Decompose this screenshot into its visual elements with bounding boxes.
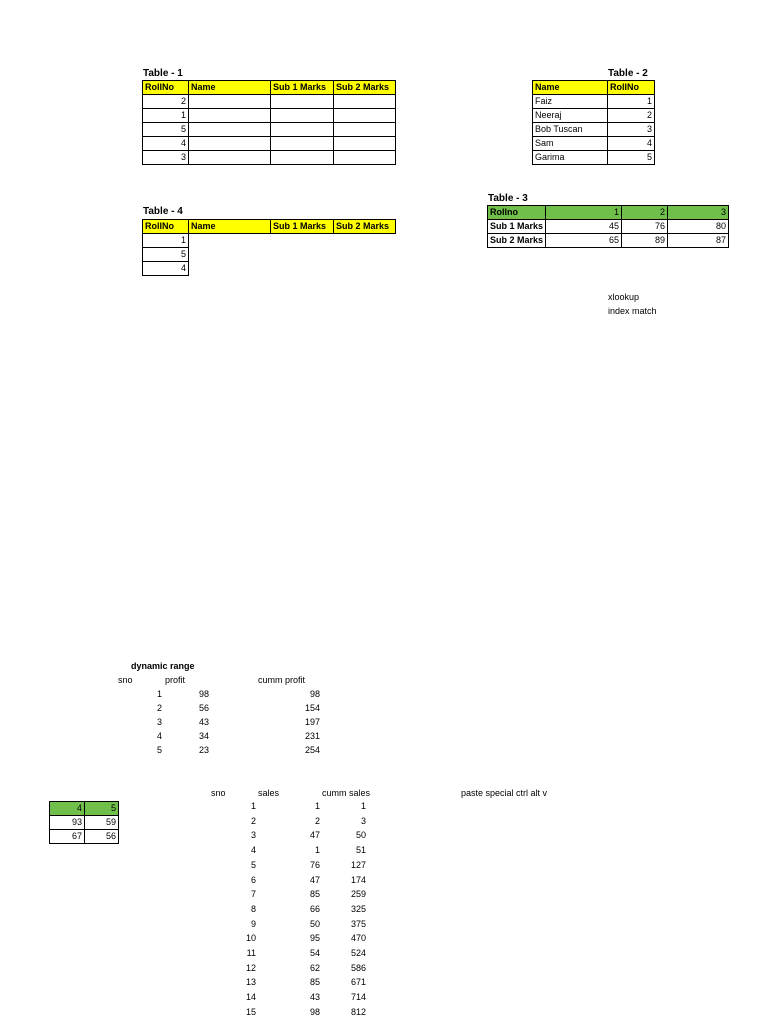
sales-sno: 13	[245, 977, 256, 988]
table1-cell[interactable]: 3	[143, 151, 189, 165]
table4-header-name[interactable]: Name	[189, 220, 271, 234]
table-row	[140, 703, 460, 717]
table4-body	[142, 233, 189, 276]
table1-header-name[interactable]: Name	[189, 81, 271, 95]
table-row	[226, 1007, 376, 1021]
table-row	[226, 875, 376, 889]
sales-value: 47	[309, 830, 320, 841]
sales-value: 85	[309, 889, 320, 900]
table1-cell[interactable]	[271, 95, 334, 109]
sales-sno: 4	[250, 845, 256, 856]
table1-title: Table - 1	[143, 68, 183, 79]
sales-value: 98	[309, 1006, 320, 1017]
dr-profit: 98	[199, 689, 210, 699]
table-row	[226, 948, 376, 962]
table-row	[226, 816, 376, 830]
table2-cell[interactable]: 5	[608, 151, 655, 165]
sales-value: 54	[309, 948, 320, 958]
table2-header-row	[533, 81, 655, 95]
table-row	[143, 137, 396, 151]
sales-sno: 7	[250, 889, 256, 900]
table-row	[143, 262, 189, 276]
small-table-cell[interactable]: 67	[50, 830, 85, 844]
sales-value: 1	[314, 845, 320, 856]
table-row	[226, 845, 376, 859]
sales-value: 62	[309, 962, 320, 973]
table-row	[143, 123, 396, 137]
sales-sno: 6	[250, 874, 256, 885]
sales-sno: 3	[250, 830, 256, 841]
table1-cell[interactable]	[271, 137, 334, 151]
note-index-match: index match	[608, 306, 657, 316]
table3-cell[interactable]: 45	[546, 220, 622, 234]
dr-profit: 34	[199, 731, 210, 741]
sales-sno: 11	[246, 948, 256, 958]
sales-sno: 5	[250, 859, 256, 870]
small-table-cell[interactable]: 93	[50, 816, 85, 830]
table2-cell[interactable]: 2	[608, 109, 655, 123]
table2-cell[interactable]: 1	[608, 95, 655, 109]
table-row	[226, 963, 376, 977]
table-row	[226, 801, 376, 815]
note-xlookup: xlookup	[608, 292, 640, 302]
table-row	[143, 109, 396, 123]
table1-cell[interactable]	[189, 123, 271, 137]
dynamic-range-title: dynamic range	[131, 661, 195, 671]
sales-sno: 2	[250, 815, 256, 826]
table1-cell[interactable]	[334, 95, 396, 109]
table2-cell[interactable]: Sam	[533, 137, 608, 151]
table-row	[226, 992, 376, 1006]
table2-cell[interactable]: 4	[608, 137, 655, 151]
sales-cumm: 714	[350, 992, 366, 1003]
table3-cell[interactable]: 3	[668, 206, 729, 220]
sales-value: 95	[309, 933, 320, 944]
table2-cell[interactable]: Garima	[533, 151, 608, 165]
table-row	[533, 123, 655, 137]
sales-value: 50	[309, 918, 320, 929]
table1-cell[interactable]	[334, 137, 396, 151]
table-row	[226, 977, 376, 991]
dr-sno: 4	[156, 731, 162, 741]
table3-cell[interactable]: 1	[546, 206, 622, 220]
dynamic-range-body	[140, 689, 460, 759]
table4-header-rollno[interactable]: RollNo	[143, 220, 189, 234]
table-row	[533, 151, 655, 165]
small-table-cell[interactable]: 5	[85, 802, 119, 816]
sales-cumm: 586	[350, 962, 366, 973]
table1-cell[interactable]	[334, 109, 396, 123]
table1-cell[interactable]	[189, 95, 271, 109]
table-row	[488, 220, 729, 234]
small-table	[49, 801, 119, 844]
table2-cell[interactable]: 3	[608, 123, 655, 137]
sales-cumm: 325	[350, 903, 366, 914]
table-row	[143, 95, 396, 109]
table1-cell[interactable]: 4	[143, 137, 189, 151]
table3-cell[interactable]: 2	[622, 206, 668, 220]
table-row	[140, 717, 460, 731]
sales-header-cumm: cumm sales	[322, 788, 371, 798]
sales-value: 43	[309, 992, 320, 1003]
table2-cell[interactable]: Faiz	[533, 95, 608, 109]
table1	[142, 80, 396, 165]
table2-title: Table - 2	[608, 68, 648, 79]
table2	[532, 80, 655, 165]
table2-header-name[interactable]: Name	[533, 81, 608, 95]
small-table-cell[interactable]: 56	[85, 830, 119, 844]
sales-cumm: 50	[355, 830, 366, 841]
table1-cell[interactable]	[334, 123, 396, 137]
table3-header-rollno[interactable]: Rollno	[488, 206, 546, 220]
sales-sno: 1	[250, 801, 256, 811]
sales-sno: 8	[250, 903, 256, 914]
table1-cell[interactable]: 2	[143, 95, 189, 109]
dr-sno: 2	[156, 703, 162, 713]
dr-sno: 3	[156, 717, 162, 727]
small-table-cell[interactable]: 4	[50, 802, 85, 816]
table-row	[50, 802, 119, 816]
table3-cell[interactable]: 65	[546, 234, 622, 248]
table3	[487, 205, 729, 248]
sales-value: 47	[309, 874, 320, 885]
dr-cumm: 154	[304, 703, 320, 713]
dr-cumm: 98	[309, 689, 320, 699]
table2-cell[interactable]: Neeraj	[533, 109, 608, 123]
sales-value: 2	[314, 815, 320, 826]
dr-cumm: 254	[304, 745, 320, 755]
table2-header-rollno[interactable]: RollNo	[608, 81, 655, 95]
dr-profit: 56	[199, 703, 210, 713]
sales-cumm: 375	[350, 918, 366, 929]
table1-cell[interactable]	[271, 109, 334, 123]
sales-value: 76	[309, 859, 320, 870]
table3-cell[interactable]: 89	[622, 234, 668, 248]
sales-sno: 14	[245, 992, 256, 1003]
table3-cell[interactable]: 87	[668, 234, 729, 248]
sales-cumm: 51	[355, 845, 366, 856]
table1-header-sub1[interactable]: Sub 1 Marks	[271, 81, 334, 95]
table4-title: Table - 4	[143, 206, 183, 217]
table-row	[226, 889, 376, 903]
table3-title: Table - 3	[488, 193, 528, 204]
table4-header-sub1[interactable]: Sub 1 Marks	[271, 220, 334, 234]
dr-profit: 23	[199, 745, 210, 755]
table-row	[488, 206, 729, 220]
sales-cumm: 812	[350, 1006, 366, 1017]
table1-cell[interactable]	[334, 151, 396, 165]
table-row	[226, 904, 376, 918]
table4-cell[interactable]: 4	[143, 262, 189, 276]
table1-header-rollno[interactable]: RollNo	[143, 81, 189, 95]
table4-cell[interactable]: 1	[143, 234, 189, 248]
table-row	[50, 816, 119, 830]
dr-cumm: 197	[304, 717, 320, 727]
sales-value: 85	[309, 977, 320, 988]
sales-value: 1	[314, 801, 320, 811]
dynamic-range-header-profit: profit	[165, 675, 186, 685]
table1-header-sub2[interactable]: Sub 2 Marks	[334, 81, 396, 95]
table1-cell[interactable]: 5	[143, 123, 189, 137]
table1-cell[interactable]: 1	[143, 109, 189, 123]
table4-header-sub2[interactable]: Sub 2 Marks	[334, 220, 396, 234]
table-row	[140, 689, 460, 703]
table4	[142, 219, 396, 234]
dynamic-range-header-cumm: cumm profit	[258, 675, 306, 685]
sales-header-sales: sales	[258, 788, 280, 798]
table-row	[226, 860, 376, 874]
paste-special-note: paste special ctrl alt v	[461, 788, 548, 798]
table4-cell[interactable]: 5	[143, 248, 189, 262]
dr-cumm: 231	[304, 731, 320, 741]
table3-cell[interactable]: 80	[668, 220, 729, 234]
table-row	[140, 745, 460, 759]
table1-header-row	[143, 81, 396, 95]
sales-value: 66	[309, 903, 320, 914]
table-row	[533, 95, 655, 109]
table1-cell[interactable]	[189, 151, 271, 165]
sales-cumm: 127	[350, 859, 366, 870]
sales-cumm: 259	[350, 889, 366, 900]
table3-row-label[interactable]: Sub 1 Marks	[488, 220, 546, 234]
table3-row-label[interactable]: Sub 2 Marks	[488, 234, 546, 248]
dynamic-range-header-sno: sno	[118, 675, 133, 685]
sales-sno: 9	[250, 918, 256, 929]
table-row	[140, 731, 460, 745]
sales-sno: 12	[245, 962, 256, 973]
table-row	[226, 830, 376, 844]
table-row	[143, 151, 396, 165]
table1-cell[interactable]	[271, 151, 334, 165]
table1-cell[interactable]	[189, 137, 271, 151]
table2-cell[interactable]: Bob Tuscan	[533, 123, 608, 137]
table-row	[488, 234, 729, 248]
table1-cell[interactable]	[271, 123, 334, 137]
table-row	[226, 933, 376, 947]
sales-cumm: 3	[360, 815, 366, 826]
table-row	[143, 234, 189, 248]
table3-cell[interactable]: 76	[622, 220, 668, 234]
small-table-cell[interactable]: 59	[85, 816, 119, 830]
table-row	[533, 109, 655, 123]
dr-profit: 43	[199, 717, 210, 727]
sales-cumm: 671	[350, 977, 366, 988]
table1-cell[interactable]	[189, 109, 271, 123]
sales-cumm: 524	[350, 948, 366, 958]
sales-cumm: 174	[350, 874, 366, 885]
sales-cumm: 1	[360, 801, 366, 811]
table-row	[226, 919, 376, 933]
table-row	[533, 137, 655, 151]
dr-sno: 5	[156, 745, 162, 755]
dr-sno: 1	[156, 689, 162, 699]
table-row	[50, 830, 119, 844]
sales-body	[226, 801, 376, 1024]
table4-header-row	[143, 220, 396, 234]
sales-cumm: 470	[350, 933, 366, 944]
sales-header-sno: sno	[211, 788, 226, 798]
table-row	[143, 248, 189, 262]
sales-sno: 10	[245, 933, 256, 944]
sales-sno: 15	[245, 1006, 256, 1017]
